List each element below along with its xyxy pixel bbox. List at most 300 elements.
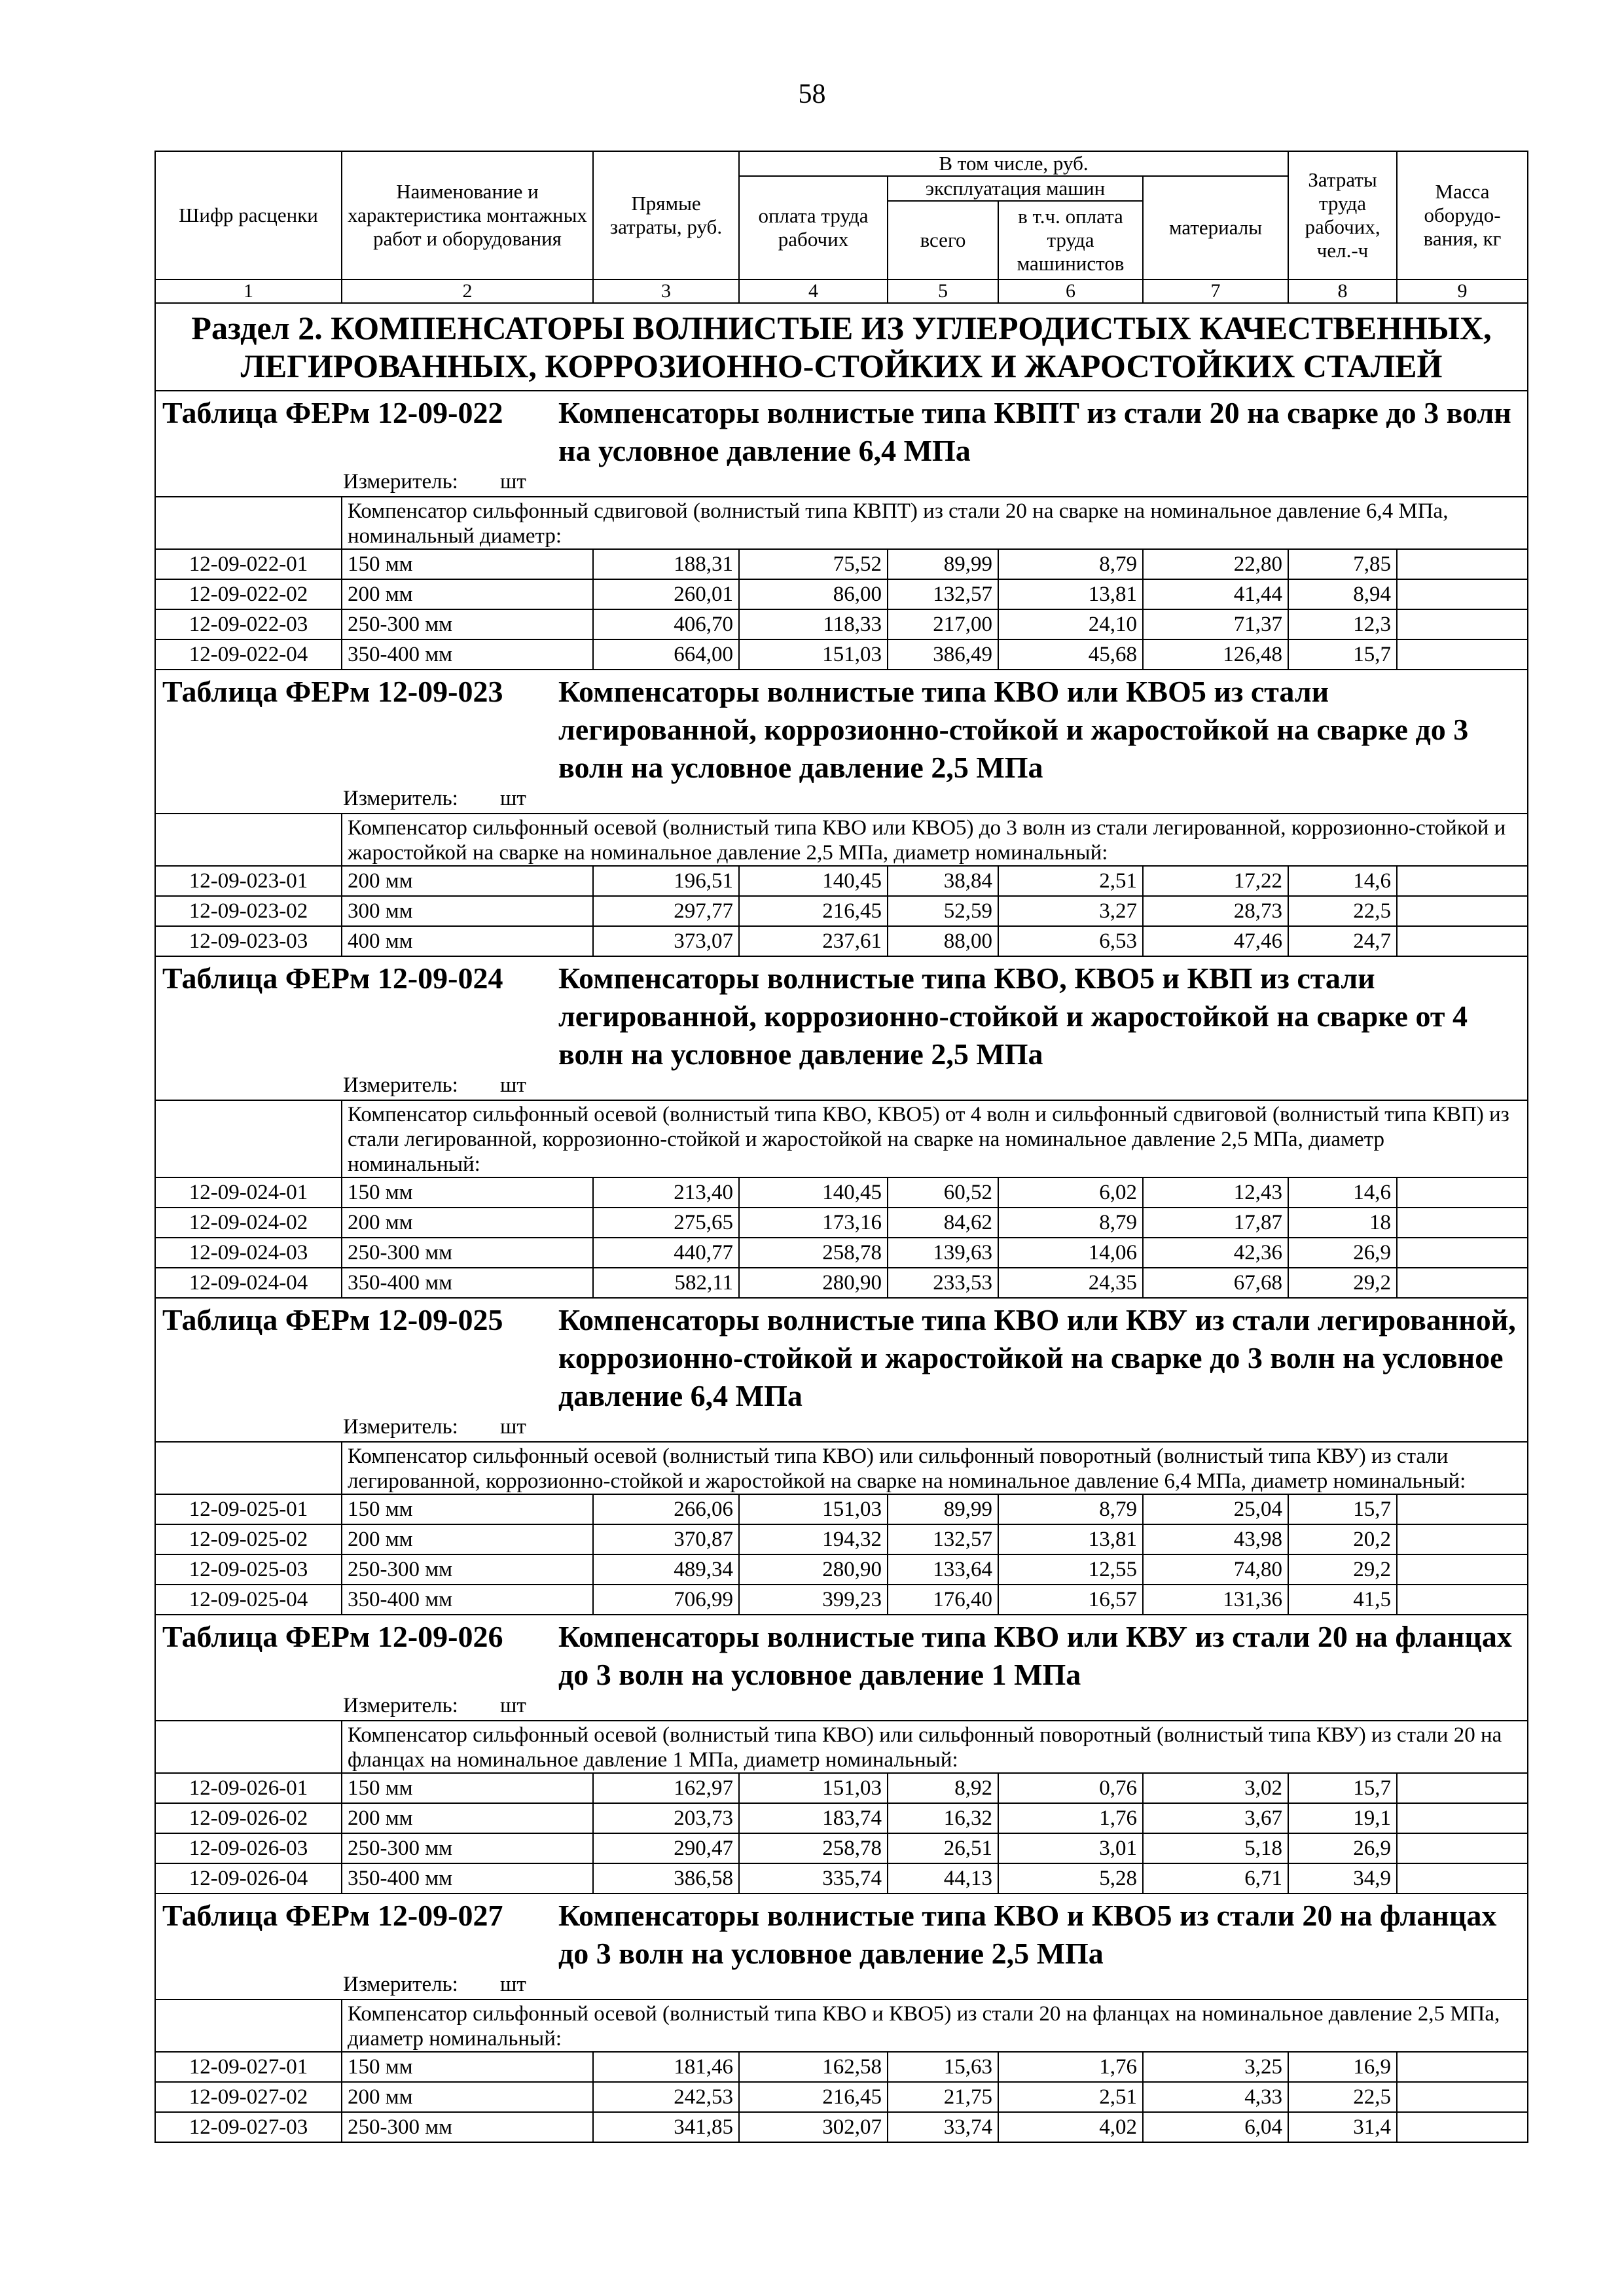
cell-rate-code: 12-09-025-03 [155, 1554, 342, 1585]
cell-machinist-pay: 16,57 [998, 1585, 1143, 1615]
cell-labor-pay: 151,03 [739, 1494, 888, 1524]
cell-labor-hours: 31,4 [1288, 2112, 1397, 2142]
table-title: Компенсаторы волнистые типа КВО или КВУ из стали 20 на фланцах до 3 волн на условное давление 1 МПа [558, 1620, 1512, 1691]
cell-direct-costs: 440,77 [593, 1238, 739, 1268]
header-machine-total: всего [888, 201, 998, 279]
cell-machine-total: 132,57 [888, 1524, 998, 1554]
cell-materials: 67,68 [1143, 1268, 1288, 1298]
table-row [155, 639, 1528, 670]
cell-labor-pay: 302,07 [739, 2112, 888, 2142]
cell-machinist-pay: 8,79 [998, 1208, 1143, 1238]
table-row [155, 1833, 1528, 1863]
cell-labor-pay: 216,45 [739, 2082, 888, 2112]
column-index: 6 [998, 279, 1143, 303]
cell-equipment-mass [1397, 609, 1528, 639]
cell-materials: 74,80 [1143, 1554, 1288, 1585]
cell-machine-total: 89,99 [888, 1494, 998, 1524]
cell-rate-code: 12-09-026-03 [155, 1833, 342, 1863]
description-spacer [155, 1100, 342, 1177]
table-row [155, 1268, 1528, 1298]
cell-materials: 6,71 [1143, 1863, 1288, 1893]
cell-machinist-pay: 3,27 [998, 896, 1143, 926]
cell-direct-costs: 162,97 [593, 1773, 739, 1803]
cell-machine-total: 26,51 [888, 1833, 998, 1863]
cell-machinist-pay: 2,51 [998, 2082, 1143, 2112]
cell-rate-code: 12-09-024-02 [155, 1208, 342, 1238]
cell-machine-total: 38,84 [888, 866, 998, 896]
table-description: Компенсатор сильфонный сдвиговой (волнистый типа КВПТ) из стали 20 на сварке на номинальное давление 6,4 МПа, номинальный диаметр: [342, 497, 1528, 549]
table-description: Компенсатор сильфонный осевой (волнистый типа КВО или КВО5) до 3 волн из стали легированной, коррозионно-стойкой и жаростойкой на сварке на номинальное давление 2,5 МПа, диаметр номинальный: [342, 814, 1528, 866]
cell-equipment-mass [1397, 639, 1528, 670]
page-number: 58 [798, 79, 826, 109]
unit-value: шт [500, 1073, 526, 1097]
table-description: Компенсатор сильфонный осевой (волнистый типа КВО, КВО5) от 4 волн и сильфонный сдвиговой (волнистый типа КВП) из стали легированной, коррозионно-стойкой и жаростойкой на сварке на номинальное давление 2,5 МПа, диаметр номинальный: [342, 1100, 1528, 1177]
description-spacer [155, 1442, 342, 1494]
unit-label: Измеритель: [343, 787, 458, 810]
section-title-row [155, 303, 1528, 391]
cell-machine-total: 217,00 [888, 609, 998, 639]
table-description: Компенсатор сильфонный осевой (волнистый типа КВО) или сильфонный поворотный (волнистый типа КВУ) из стали 20 на фланцах на номинальное давление 1 МПа, диаметр номинальный: [342, 1721, 1528, 1773]
table-row [155, 1803, 1528, 1833]
cell-rate-code: 12-09-024-03 [155, 1238, 342, 1268]
cell-labor-hours: 14,6 [1288, 1177, 1397, 1208]
cell-materials: 3,67 [1143, 1803, 1288, 1833]
cell-rate-code: 12-09-022-04 [155, 639, 342, 670]
cell-work-name: 150 мм [342, 549, 593, 579]
cell-work-name: 150 мм [342, 1177, 593, 1208]
table-description: Компенсатор сильфонный осевой (волнистый типа КВО и КВО5) из стали 20 на фланцах на номинальное давление 2,5 МПа, диаметр номинальный: [342, 2000, 1528, 2052]
unit-label: Измеритель: [343, 1415, 458, 1439]
cell-machinist-pay: 3,01 [998, 1833, 1143, 1863]
table-code: Таблица ФЕРм 12-09-025 [162, 1303, 503, 1336]
unit-value: шт [500, 1694, 526, 1717]
cell-labor-hours: 41,5 [1288, 1585, 1397, 1615]
cell-labor-pay: 151,03 [739, 639, 888, 670]
table-code: Таблица ФЕРм 12-09-022 [162, 396, 503, 429]
cell-machinist-pay: 4,02 [998, 2112, 1143, 2142]
cell-labor-pay: 216,45 [739, 896, 888, 926]
cell-materials: 3,25 [1143, 2052, 1288, 2082]
table-heading [155, 670, 1528, 787]
unit-row [155, 1694, 1528, 1721]
table-heading-row [155, 391, 1528, 470]
cell-labor-pay: 399,23 [739, 1585, 888, 1615]
cell-machinist-pay: 2,51 [998, 866, 1143, 896]
cell-direct-costs: 489,34 [593, 1554, 739, 1585]
unit-value: шт [500, 1415, 526, 1439]
cell-materials: 28,73 [1143, 896, 1288, 926]
cell-work-name: 150 мм [342, 1773, 593, 1803]
cell-labor-hours: 29,2 [1288, 1554, 1397, 1585]
cell-materials: 25,04 [1143, 1494, 1288, 1524]
cell-labor-hours: 22,5 [1288, 896, 1397, 926]
cell-work-name: 300 мм [342, 896, 593, 926]
description-row [155, 1442, 1528, 1494]
cell-equipment-mass [1397, 1238, 1528, 1268]
cell-materials: 41,44 [1143, 579, 1288, 609]
cell-rate-code: 12-09-027-03 [155, 2112, 342, 2142]
unit-cell [155, 1973, 1528, 2000]
table-heading [155, 1893, 1528, 1973]
cell-rate-code: 12-09-024-04 [155, 1268, 342, 1298]
cell-machine-total: 88,00 [888, 926, 998, 956]
header-labor-pay: оплата труда рабочих [739, 176, 888, 279]
cell-direct-costs: 341,85 [593, 2112, 739, 2142]
cell-labor-pay: 151,03 [739, 1773, 888, 1803]
table-heading-row [155, 1893, 1528, 1973]
cell-labor-hours: 16,9 [1288, 2052, 1397, 2082]
column-index-row [155, 279, 1528, 303]
cell-materials: 17,22 [1143, 866, 1288, 896]
cell-machinist-pay: 6,02 [998, 1177, 1143, 1208]
description-row [155, 1721, 1528, 1773]
unit-value: шт [500, 1973, 526, 1996]
table-row [155, 579, 1528, 609]
cell-machinist-pay: 8,79 [998, 549, 1143, 579]
cell-labor-pay: 258,78 [739, 1238, 888, 1268]
table-row [155, 926, 1528, 956]
table-row [155, 609, 1528, 639]
description-row [155, 2000, 1528, 2052]
cell-work-name: 200 мм [342, 1524, 593, 1554]
header-rate-code: Шифр расценки [155, 151, 342, 279]
cell-direct-costs: 582,11 [593, 1268, 739, 1298]
cell-direct-costs: 181,46 [593, 2052, 739, 2082]
unit-value: шт [500, 470, 526, 493]
cell-labor-pay: 280,90 [739, 1268, 888, 1298]
cell-labor-hours: 7,85 [1288, 549, 1397, 579]
cell-direct-costs: 290,47 [593, 1833, 739, 1863]
unit-value: шт [500, 787, 526, 810]
unit-label: Измеритель: [343, 1694, 458, 1717]
cell-labor-hours: 15,7 [1288, 1773, 1397, 1803]
unit-row [155, 470, 1528, 497]
table-code: Таблица ФЕРм 12-09-026 [162, 1620, 503, 1653]
header-name: Наименование и характеристика монтажных работ и оборудования [342, 151, 593, 279]
table-row [155, 1524, 1528, 1554]
cell-equipment-mass [1397, 2082, 1528, 2112]
cell-materials: 43,98 [1143, 1524, 1288, 1554]
table-description: Компенсатор сильфонный осевой (волнистый типа КВО) или сильфонный поворотный (волнистый типа КВУ) из стали легированной, коррозионно-стойкой и жаростойкой на сварке на номинальное давление 6,4 МПа, диаметр номинальный: [342, 1442, 1528, 1494]
cell-direct-costs: 386,58 [593, 1863, 739, 1893]
cell-machine-total: 44,13 [888, 1863, 998, 1893]
unit-label: Измеритель: [343, 1973, 458, 1996]
table-body [155, 303, 1528, 2142]
description-row [155, 497, 1528, 549]
header-machine-exploitation: эксплуатация машин [888, 176, 1143, 201]
cell-equipment-mass [1397, 1585, 1528, 1615]
cell-rate-code: 12-09-022-01 [155, 549, 342, 579]
cell-equipment-mass [1397, 1494, 1528, 1524]
table-row [155, 549, 1528, 579]
cell-machine-total: 233,53 [888, 1268, 998, 1298]
cell-machinist-pay: 0,76 [998, 1773, 1143, 1803]
cell-machine-total: 16,32 [888, 1803, 998, 1833]
section-title: Раздел 2. КОМПЕНСАТОРЫ ВОЛНИСТЫЕ ИЗ УГЛЕРОДИСТЫХ КАЧЕСТВЕННЫХ, ЛЕГИРОВАННЫХ, КОРРОЗИОННО-СТОЙКИХ И ЖАРОСТОЙКИХ СТАЛЕЙ [155, 303, 1528, 391]
table-row [155, 2112, 1528, 2142]
unit-cell [155, 1415, 1528, 1442]
cell-materials: 126,48 [1143, 639, 1288, 670]
table-title: Компенсаторы волнистые типа КВО и КВО5 из стали 20 на фланцах до 3 волн на условное давление 2,5 МПа [558, 1899, 1497, 1970]
cell-labor-hours: 15,7 [1288, 639, 1397, 670]
cell-materials: 3,02 [1143, 1773, 1288, 1803]
cell-rate-code: 12-09-025-01 [155, 1494, 342, 1524]
cell-direct-costs: 196,51 [593, 866, 739, 896]
cell-rate-code: 12-09-026-01 [155, 1773, 342, 1803]
cell-machinist-pay: 14,06 [998, 1238, 1143, 1268]
column-index: 4 [739, 279, 888, 303]
table-heading-row [155, 1298, 1528, 1415]
table-heading [155, 391, 1528, 470]
table-heading-row [155, 956, 1528, 1073]
cell-machine-total: 139,63 [888, 1238, 998, 1268]
table-row [155, 2052, 1528, 2082]
description-spacer [155, 497, 342, 549]
table-heading-row [155, 1615, 1528, 1694]
cell-materials: 12,43 [1143, 1177, 1288, 1208]
cell-work-name: 200 мм [342, 866, 593, 896]
cell-direct-costs: 188,31 [593, 549, 739, 579]
description-spacer [155, 814, 342, 866]
cell-machinist-pay: 8,79 [998, 1494, 1143, 1524]
column-index: 3 [593, 279, 739, 303]
unit-row [155, 1973, 1528, 2000]
cell-equipment-mass [1397, 549, 1528, 579]
cell-machinist-pay: 5,28 [998, 1863, 1143, 1893]
cell-labor-hours: 34,9 [1288, 1863, 1397, 1893]
cell-work-name: 150 мм [342, 2052, 593, 2082]
cell-labor-hours: 26,9 [1288, 1238, 1397, 1268]
table-heading [155, 1615, 1528, 1694]
cell-equipment-mass [1397, 2112, 1528, 2142]
cell-work-name: 400 мм [342, 926, 593, 956]
cell-machinist-pay: 13,81 [998, 579, 1143, 609]
cell-machine-total: 133,64 [888, 1554, 998, 1585]
table-row [155, 1585, 1528, 1615]
cell-rate-code: 12-09-023-01 [155, 866, 342, 896]
table-header [155, 151, 1528, 303]
cell-work-name: 350-400 мм [342, 1863, 593, 1893]
cell-machinist-pay: 1,76 [998, 2052, 1143, 2082]
cell-labor-hours: 24,7 [1288, 926, 1397, 956]
cell-rate-code: 12-09-022-02 [155, 579, 342, 609]
cell-equipment-mass [1397, 1208, 1528, 1238]
description-spacer [155, 2000, 342, 2052]
table-title: Компенсаторы волнистые типа КВО, КВО5 и КВП из стали легированной, коррозионно-стойкой и жаростойкой на сварке от 4 волн на условное давление 2,5 МПа [558, 961, 1468, 1071]
table-title: Компенсаторы волнистые типа КВПТ из стали 20 на сварке до 3 волн на условное давление 6,4 МПа [558, 396, 1511, 467]
table-row [155, 1177, 1528, 1208]
cell-direct-costs: 242,53 [593, 2082, 739, 2112]
cell-machine-total: 52,59 [888, 896, 998, 926]
cell-rate-code: 12-09-025-02 [155, 1524, 342, 1554]
table-code: Таблица ФЕРм 12-09-027 [162, 1899, 503, 1932]
cell-materials: 42,36 [1143, 1238, 1288, 1268]
cell-machine-total: 84,62 [888, 1208, 998, 1238]
header-machinist-pay: в т.ч. оплата труда машинистов [998, 201, 1143, 279]
cell-machinist-pay: 1,76 [998, 1803, 1143, 1833]
cell-materials: 47,46 [1143, 926, 1288, 956]
header-equipment-mass: Масса оборудо-вания, кг [1397, 151, 1528, 279]
cell-labor-pay: 75,52 [739, 549, 888, 579]
cell-direct-costs: 406,70 [593, 609, 739, 639]
cell-labor-pay: 140,45 [739, 866, 888, 896]
cell-materials: 71,37 [1143, 609, 1288, 639]
cell-machinist-pay: 12,55 [998, 1554, 1143, 1585]
cell-work-name: 250-300 мм [342, 1833, 593, 1863]
cell-machinist-pay: 6,53 [998, 926, 1143, 956]
cell-machinist-pay: 24,35 [998, 1268, 1143, 1298]
cell-rate-code: 12-09-027-02 [155, 2082, 342, 2112]
cell-work-name: 250-300 мм [342, 1554, 593, 1585]
table-row [155, 1554, 1528, 1585]
table-row [155, 2082, 1528, 2112]
table-heading [155, 956, 1528, 1073]
cell-work-name: 350-400 мм [342, 639, 593, 670]
table-row [155, 1494, 1528, 1524]
cell-direct-costs: 203,73 [593, 1803, 739, 1833]
cell-materials: 4,33 [1143, 2082, 1288, 2112]
cell-rate-code: 12-09-022-03 [155, 609, 342, 639]
cell-direct-costs: 260,01 [593, 579, 739, 609]
table-heading [155, 1298, 1528, 1415]
cell-labor-pay: 162,58 [739, 2052, 888, 2082]
cell-direct-costs: 664,00 [593, 639, 739, 670]
cell-labor-pay: 237,61 [739, 926, 888, 956]
cell-work-name: 200 мм [342, 579, 593, 609]
unit-label: Измеритель: [343, 1073, 458, 1097]
cell-equipment-mass [1397, 1863, 1528, 1893]
cell-labor-hours: 12,3 [1288, 609, 1397, 639]
table-title: Компенсаторы волнистые типа КВО или КВУ из стали легированной, коррозионно-стойкой и жаростойкой на сварке до 3 волн на условное давление 6,4 МПа [558, 1303, 1516, 1412]
cell-machine-total: 21,75 [888, 2082, 998, 2112]
cell-equipment-mass [1397, 1554, 1528, 1585]
table-row [155, 1208, 1528, 1238]
cell-equipment-mass [1397, 1177, 1528, 1208]
cell-work-name: 250-300 мм [342, 1238, 593, 1268]
cell-direct-costs: 213,40 [593, 1177, 739, 1208]
cell-labor-hours: 15,7 [1288, 1494, 1397, 1524]
cell-labor-hours: 26,9 [1288, 1833, 1397, 1863]
cell-direct-costs: 370,87 [593, 1524, 739, 1554]
cell-rate-code: 12-09-027-01 [155, 2052, 342, 2082]
cell-equipment-mass [1397, 1268, 1528, 1298]
column-index: 9 [1397, 279, 1528, 303]
cell-equipment-mass [1397, 1833, 1528, 1863]
cell-labor-hours: 20,2 [1288, 1524, 1397, 1554]
cell-rate-code: 12-09-024-01 [155, 1177, 342, 1208]
header-direct-costs: Прямые затраты, руб. [593, 151, 739, 279]
table-row [155, 866, 1528, 896]
cell-labor-pay: 173,16 [739, 1208, 888, 1238]
cell-direct-costs: 275,65 [593, 1208, 739, 1238]
cell-work-name: 350-400 мм [342, 1585, 593, 1615]
cell-labor-hours: 22,5 [1288, 2082, 1397, 2112]
cell-rate-code: 12-09-026-02 [155, 1803, 342, 1833]
table-heading-row [155, 670, 1528, 787]
header-including: В том числе, руб. [739, 151, 1288, 176]
cell-direct-costs: 297,77 [593, 896, 739, 926]
cell-machine-total: 386,49 [888, 639, 998, 670]
cell-labor-pay: 183,74 [739, 1803, 888, 1833]
cell-rate-code: 12-09-023-02 [155, 896, 342, 926]
table-row [155, 1863, 1528, 1893]
price-table [154, 151, 1528, 2143]
description-row [155, 814, 1528, 866]
cell-work-name: 200 мм [342, 1208, 593, 1238]
table-code: Таблица ФЕРм 12-09-024 [162, 961, 503, 995]
cell-labor-pay: 280,90 [739, 1554, 888, 1585]
cell-equipment-mass [1397, 866, 1528, 896]
unit-cell [155, 1694, 1528, 1721]
table-row [155, 1773, 1528, 1803]
unit-row [155, 787, 1528, 814]
cell-labor-pay: 86,00 [739, 579, 888, 609]
cell-rate-code: 12-09-026-04 [155, 1863, 342, 1893]
cell-labor-hours: 8,94 [1288, 579, 1397, 609]
cell-materials: 5,18 [1143, 1833, 1288, 1863]
cell-machinist-pay: 45,68 [998, 639, 1143, 670]
column-index: 5 [888, 279, 998, 303]
unit-row [155, 1415, 1528, 1442]
cell-labor-hours: 18 [1288, 1208, 1397, 1238]
column-index: 8 [1288, 279, 1397, 303]
cell-equipment-mass [1397, 1773, 1528, 1803]
cell-equipment-mass [1397, 896, 1528, 926]
cell-direct-costs: 373,07 [593, 926, 739, 956]
table-row [155, 896, 1528, 926]
cell-work-name: 250-300 мм [342, 2112, 593, 2142]
cell-labor-hours: 19,1 [1288, 1803, 1397, 1833]
unit-cell [155, 1073, 1528, 1100]
cell-work-name: 200 мм [342, 1803, 593, 1833]
cell-labor-hours: 14,6 [1288, 866, 1397, 896]
cell-labor-hours: 29,2 [1288, 1268, 1397, 1298]
cell-machine-total: 176,40 [888, 1585, 998, 1615]
cell-work-name: 150 мм [342, 1494, 593, 1524]
cell-machine-total: 15,63 [888, 2052, 998, 2082]
cell-direct-costs: 706,99 [593, 1585, 739, 1615]
cell-materials: 6,04 [1143, 2112, 1288, 2142]
cell-labor-pay: 140,45 [739, 1177, 888, 1208]
unit-label: Измеритель: [343, 470, 458, 493]
column-index: 7 [1143, 279, 1288, 303]
header-materials: материалы [1143, 176, 1288, 279]
cell-machinist-pay: 24,10 [998, 609, 1143, 639]
cell-work-name: 350-400 мм [342, 1268, 593, 1298]
cell-rate-code: 12-09-025-04 [155, 1585, 342, 1615]
description-row [155, 1100, 1528, 1177]
unit-cell [155, 787, 1528, 814]
cell-labor-pay: 118,33 [739, 609, 888, 639]
cell-machine-total: 33,74 [888, 2112, 998, 2142]
unit-row [155, 1073, 1528, 1100]
cell-equipment-mass [1397, 1803, 1528, 1833]
cell-machine-total: 89,99 [888, 549, 998, 579]
cell-machine-total: 60,52 [888, 1177, 998, 1208]
cell-labor-pay: 194,32 [739, 1524, 888, 1554]
cell-work-name: 250-300 мм [342, 609, 593, 639]
description-spacer [155, 1721, 342, 1773]
cell-equipment-mass [1397, 579, 1528, 609]
cell-machine-total: 8,92 [888, 1773, 998, 1803]
cell-machine-total: 132,57 [888, 579, 998, 609]
cell-rate-code: 12-09-023-03 [155, 926, 342, 956]
cell-materials: 22,80 [1143, 549, 1288, 579]
cell-work-name: 200 мм [342, 2082, 593, 2112]
cell-machinist-pay: 13,81 [998, 1524, 1143, 1554]
table-title: Компенсаторы волнистые типа КВО или КВО5 из стали легированной, коррозионно-стойкой и жаростойкой на сварке до 3 волн на условное давление 2,5 МПа [558, 675, 1469, 784]
cell-labor-pay: 335,74 [739, 1863, 888, 1893]
